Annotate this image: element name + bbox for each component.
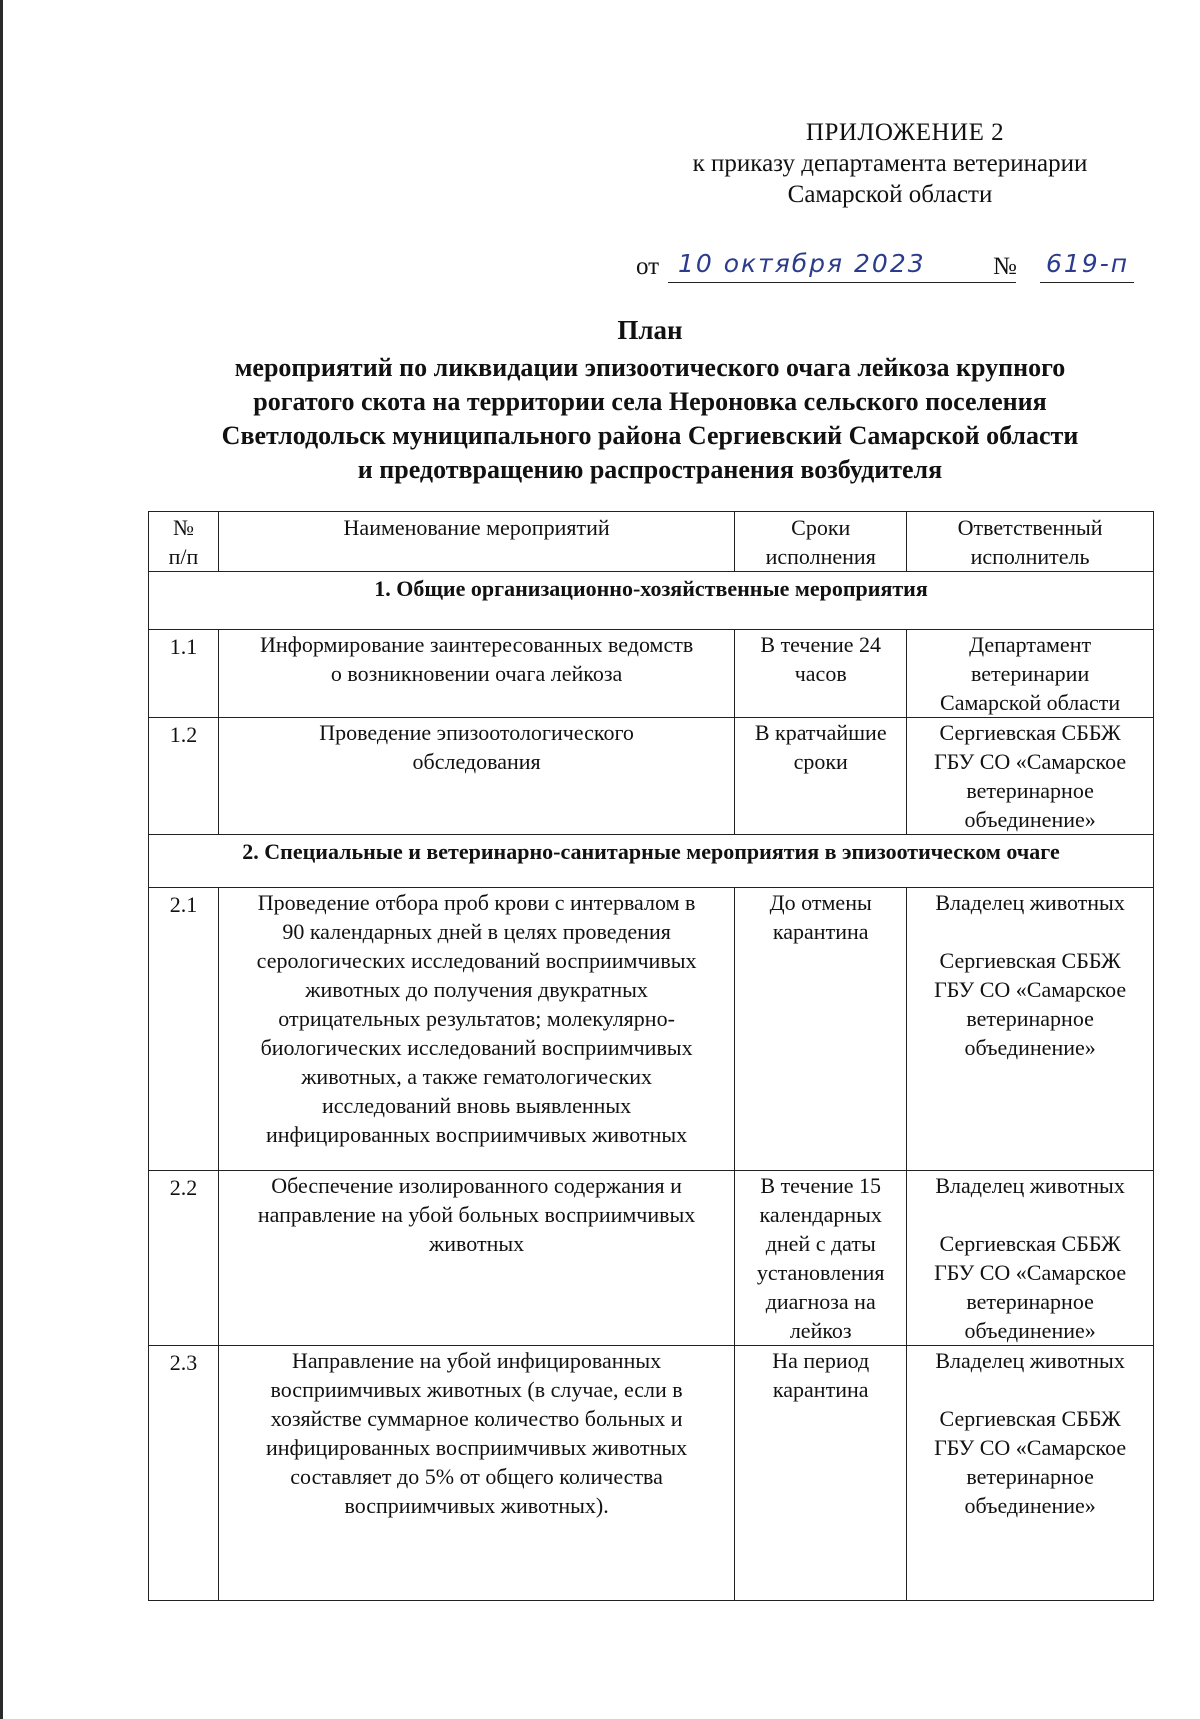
responsible-line: ветеринарное: [966, 778, 1094, 803]
header-number: [149, 512, 219, 572]
plan-subtitle-line: и предотвращению распространения возбудителя: [357, 455, 943, 484]
terms-line: В кратчайшие: [754, 720, 887, 745]
terms-line: диагноза на: [765, 1289, 876, 1314]
responsible-line: Сергиевская СББЖ: [939, 948, 1121, 973]
row-responsible: [907, 718, 1154, 835]
measure-line: восприимчивых животных).: [344, 1493, 609, 1518]
header-name-text: Наименование мероприятий: [343, 515, 610, 540]
row-terms: [735, 1346, 907, 1601]
row-terms: [735, 1171, 907, 1346]
row-measure: [218, 1346, 734, 1601]
header-terms: [735, 512, 907, 572]
order-number-handwritten: 619-п: [1046, 249, 1130, 278]
responsible-line: объединение»: [964, 1318, 1096, 1343]
terms-line: На период: [772, 1348, 870, 1373]
responsible-line: ГБУ СО «Самарское: [934, 977, 1127, 1002]
terms-line: лейкоз: [789, 1318, 852, 1343]
terms-line: часов: [794, 661, 847, 686]
terms-line: карантина: [772, 1377, 869, 1402]
row-terms: [735, 718, 907, 835]
responsible-spacer: [915, 1375, 1145, 1404]
measure-line: животных до получения двукратных: [305, 977, 648, 1002]
responsible-line: ГБУ СО «Самарское: [934, 1260, 1127, 1285]
row-responsible: [907, 1346, 1154, 1601]
order-number-label: №: [993, 253, 1017, 280]
terms-line: сроки: [793, 749, 848, 774]
measure-line: инфицированных восприимчивых животных: [265, 1435, 688, 1460]
row-number: 2.2: [149, 1171, 219, 1346]
row-terms: [735, 630, 907, 718]
measure-line: Обеспечение изолированного содержания и: [271, 1173, 682, 1198]
terms-line: календарных: [759, 1202, 882, 1227]
appendix-region: Самарской области: [787, 181, 993, 208]
terms-line: карантина: [772, 919, 869, 944]
row-measure: [218, 630, 734, 718]
responsible-line: ветеринарное: [966, 1006, 1094, 1031]
plan-title-block: [150, 313, 1150, 487]
section-title: 2. Специальные и ветеринарно-санитарные мероприятия в эпизоотическом очаге: [149, 835, 1154, 888]
terms-line: установления: [756, 1260, 885, 1285]
measure-line: Направление на убой инфицированных: [292, 1348, 662, 1373]
header-responsible: [907, 512, 1154, 572]
responsible-line: ГБУ СО «Самарское: [934, 749, 1127, 774]
measures-table: [148, 511, 1154, 1601]
row-measure: [218, 888, 734, 1171]
header-number-line: №: [172, 515, 194, 540]
table-row: [149, 718, 1154, 835]
row-number: 1.1: [149, 630, 219, 718]
measure-line: Проведение отбора проб крови с интервалом в: [257, 890, 696, 915]
plan-subtitle-line: мероприятий по ликвидации эпизоотического очага лейкоза крупного: [234, 353, 1066, 382]
section-title: 1. Общие организационно-хозяйственные мероприятия: [149, 572, 1154, 630]
header-responsible-line: Ответственный: [957, 515, 1103, 540]
responsible-line: Самарской области: [940, 690, 1121, 715]
responsible-line: объединение»: [964, 807, 1096, 832]
order-date-number-line: [636, 248, 1136, 288]
plan-subtitle-line: Светлодольск муниципального района Сергиевский Самарской области: [221, 421, 1079, 450]
header-terms-line: Сроки: [791, 515, 851, 540]
order-date-field: [668, 248, 1016, 283]
measure-line: обследования: [412, 749, 541, 774]
measure-line: восприимчивых животных (в случае, если в: [270, 1377, 683, 1402]
header-terms-line: исполнения: [765, 544, 876, 569]
plan-subtitle-line: рогатого скота на территории села Нероновка сельского поселения: [253, 387, 1047, 416]
measure-line: отрицательных результатов; молекулярно-: [278, 1006, 675, 1031]
order-date-handwritten: 10 октября 2023: [678, 249, 926, 278]
order-from-label: от: [636, 253, 660, 280]
table-row: [149, 888, 1154, 1171]
responsible-line: объединение»: [964, 1493, 1096, 1518]
table-row: [149, 1346, 1154, 1601]
measure-line: серологических исследований восприимчивых: [256, 948, 697, 973]
measure-line: биологических исследований восприимчивых: [260, 1035, 693, 1060]
measure-line: животных, а также гематологических: [301, 1064, 652, 1089]
row-number: 2.1: [149, 888, 219, 1171]
header-name: [218, 512, 734, 572]
measure-line: хозяйстве суммарное количество больных и: [270, 1406, 683, 1431]
row-responsible: [907, 1171, 1154, 1346]
row-responsible: [907, 888, 1154, 1171]
responsible-owner: Владелец животных: [935, 1348, 1125, 1373]
measure-line: 90 календарных дней в целях проведения: [282, 919, 671, 944]
terms-line: До отмены: [769, 890, 872, 915]
responsible-spacer: [915, 917, 1145, 946]
table-row: [149, 1171, 1154, 1346]
row-number: 1.2: [149, 718, 219, 835]
measure-line: о возникновении очага лейкоза: [330, 661, 623, 686]
responsible-line: объединение»: [964, 1035, 1096, 1060]
responsible-line: Департамент: [969, 632, 1092, 657]
scan-edge-shadow: [0, 0, 3, 1719]
section-row: [149, 572, 1154, 630]
order-number-field: [1040, 248, 1134, 283]
appendix-header: [640, 117, 1140, 210]
measure-line: направление на убой больных восприимчивых: [257, 1202, 696, 1227]
row-responsible: [907, 630, 1154, 718]
measure-line: животных: [429, 1231, 525, 1256]
responsible-owner: Владелец животных: [935, 1173, 1125, 1198]
row-measure: [218, 1171, 734, 1346]
responsible-spacer: [915, 1200, 1145, 1229]
responsible-owner: Владелец животных: [935, 890, 1125, 915]
responsible-line: ветеринарии: [970, 661, 1090, 686]
header-number-line: п/п: [168, 544, 199, 569]
appendix-title: ПРИЛОЖЕНИЕ 2: [805, 119, 1005, 146]
terms-line: В течение 15: [760, 1173, 882, 1198]
section-row: [149, 835, 1154, 888]
row-terms: [735, 888, 907, 1171]
table-header-row: [149, 512, 1154, 572]
responsible-line: Сергиевская СББЖ: [939, 720, 1121, 745]
responsible-line: Сергиевская СББЖ: [939, 1231, 1121, 1256]
responsible-line: Сергиевская СББЖ: [939, 1406, 1121, 1431]
plan-title: План: [617, 315, 683, 345]
terms-line: В течение 24: [760, 632, 882, 657]
appendix-order-reference: к приказу департамента ветеринарии: [692, 150, 1088, 177]
table-row: [149, 630, 1154, 718]
measure-line: Информирование заинтересованных ведомств: [259, 632, 694, 657]
measure-line: составляет до 5% от общего количества: [290, 1464, 663, 1489]
terms-line: дней с даты: [765, 1231, 876, 1256]
responsible-line: ветеринарное: [966, 1464, 1094, 1489]
row-number: 2.3: [149, 1346, 219, 1601]
row-measure: [218, 718, 734, 835]
measure-line: инфицированных восприимчивых животных: [265, 1122, 688, 1147]
header-responsible-line: исполнитель: [970, 544, 1090, 569]
responsible-line: ветеринарное: [966, 1289, 1094, 1314]
responsible-line: ГБУ СО «Самарское: [934, 1435, 1127, 1460]
measure-line: Проведение эпизоотологического: [319, 720, 634, 745]
measure-line: исследований вновь выявленных: [322, 1093, 632, 1118]
